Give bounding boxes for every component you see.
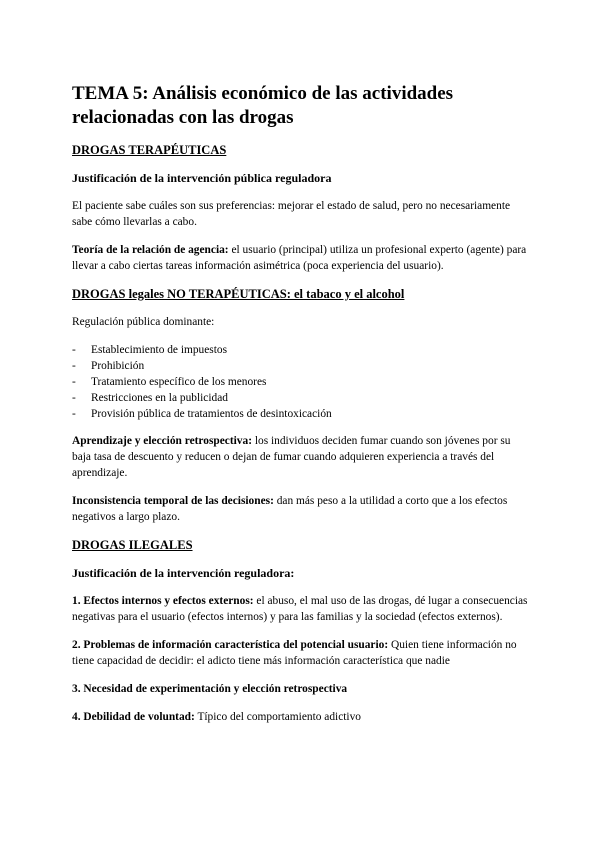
- term-agencia: Teoría de la relación de agencia:: [72, 244, 229, 256]
- section-heading-drogas-terapeuticas: DROGAS TERAPÉUTICAS: [72, 143, 227, 157]
- section-heading-drogas-ilegales: DROGAS ILEGALES: [72, 538, 193, 552]
- text-voluntad: Típico del comportamiento adictivo: [194, 711, 361, 723]
- term-efectos: 1. Efectos internos y efectos externos:: [72, 595, 254, 607]
- term-informacion: 2. Problemas de información característica del potencial usuario:: [72, 639, 389, 651]
- list-item: - Prohibición: [72, 360, 145, 372]
- list-dash: -: [72, 360, 76, 372]
- paragraph-voluntad: [72, 709, 530, 725]
- paragraph-agencia: [72, 242, 530, 274]
- text-aprendizaje: los individuos deciden fumar cuando son jóvenes por su baja tasa de descuento y reducen o dejan de fumar cuando adquieren experiencia a través del aprendizaje.: [72, 435, 511, 479]
- page-title: [72, 82, 530, 130]
- paragraph-efectos: [72, 593, 530, 625]
- list-item: - Provisión pública de tratamientos de desintoxicación: [72, 408, 332, 420]
- paragraph-inconsistencia: [72, 493, 530, 525]
- title-line-2: relacionadas con las drogas: [72, 107, 294, 128]
- text-inconsistencia: dan más peso a la utilidad a corto que a los efectos negativos a largo plazo.: [72, 495, 508, 523]
- paragraph-informacion: [72, 637, 530, 669]
- list-dash: -: [72, 408, 76, 420]
- term-aprendizaje: Aprendizaje y elección retrospectiva:: [72, 435, 252, 447]
- text-efectos: el abuso, el mal uso de las drogas, dé lugar a consecuencias negativas para el usuario (efectos internos) y para las familias y la sociedad (efectos externos).: [72, 595, 528, 623]
- subheading-justificacion: Justificación de la intervención pública reguladora: [72, 171, 332, 185]
- paragraph-aprendizaje: [72, 433, 530, 481]
- title-line-1: TEMA 5: Análisis económico de las actividades: [72, 83, 454, 104]
- list-item: - Establecimiento de impuestos: [72, 344, 228, 356]
- list-item: - Tratamiento específico de los menores: [72, 376, 267, 388]
- document-content: [72, 82, 530, 737]
- regulation-list: [72, 342, 530, 422]
- section-heading-drogas-legales: DROGAS legales NO TERAPÉUTICAS: el tabaco y el alcohol: [72, 287, 405, 301]
- term-voluntad: 4. Debilidad de voluntad:: [72, 711, 195, 723]
- term-experimentacion: 3. Necesidad de experimentación y elección retrospectiva: [72, 683, 348, 695]
- list-dash: -: [72, 392, 76, 404]
- list-dash: -: [72, 344, 76, 356]
- subheading-justificacion-ilegales: Justificación de la intervención reguladora:: [72, 566, 295, 580]
- paragraph-paciente: El paciente sabe cuáles son sus preferencias: mejorar el estado de salud, pero no necesariamente sabe cómo llevarlas a cabo.: [72, 200, 511, 228]
- term-inconsistencia: Inconsistencia temporal de las decisiones:: [72, 495, 274, 507]
- paragraph-regulacion-intro: Regulación pública dominante:: [72, 316, 215, 328]
- text-agencia: el usuario (principal) utiliza un profesional experto (agente) para llevar a cabo ciertas tareas información asimétrica (poca experiencia del usuario).: [72, 244, 527, 272]
- list-dash: -: [72, 376, 76, 388]
- paragraph-experimentacion: [72, 681, 530, 697]
- list-item: - Restricciones en la publicidad: [72, 392, 228, 404]
- text-informacion: Quien tiene información no tiene capacidad de decidir: el adicto tiene más información característica que nadie: [72, 639, 517, 667]
